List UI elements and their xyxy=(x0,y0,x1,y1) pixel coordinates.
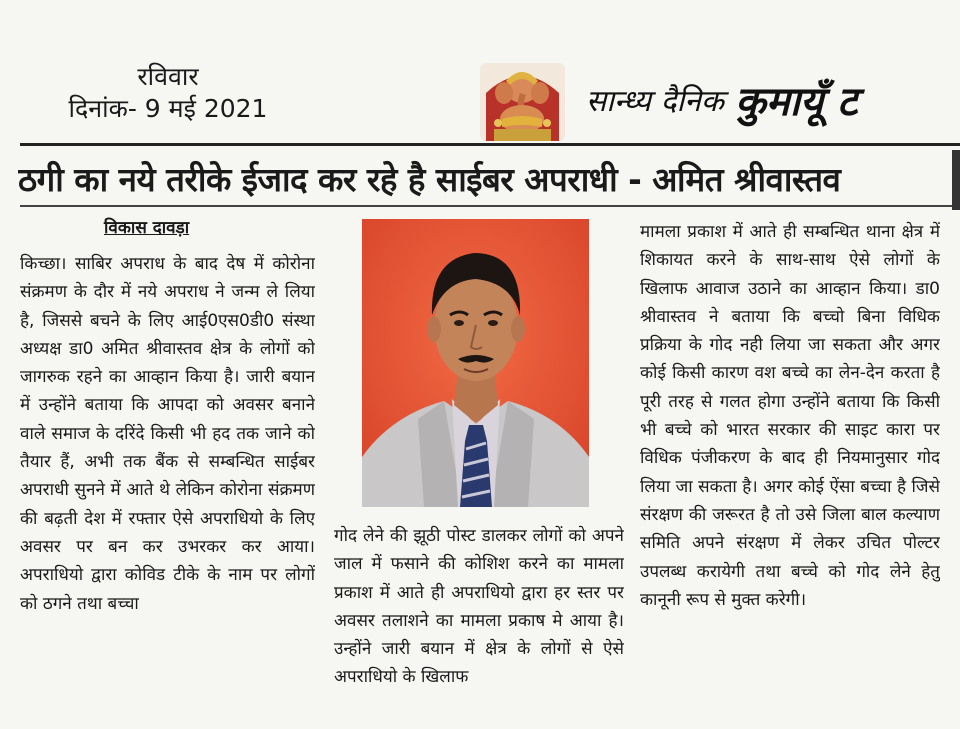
masthead-name: कुमायूँ ट xyxy=(735,79,858,125)
top-divider xyxy=(20,143,960,146)
article-column-2 xyxy=(334,522,624,722)
article-byline: विकास दावड़ा xyxy=(104,218,190,238)
date-block xyxy=(48,62,288,126)
newspaper-masthead xyxy=(586,72,857,127)
article-headline: ठगी का नये तरीके ईजाद कर रहे है साईबर अपराधी - अमित श्रीवास्तव xyxy=(18,160,841,199)
article-column-1 xyxy=(20,250,315,720)
headline-divider xyxy=(20,205,960,207)
issue-date: दिनांक- 9 मई 2021 xyxy=(68,94,268,123)
column-3-text: मामला प्रकाश में आते ही सम्बन्धित थाना क्षेत्र में शिकायत करने के साथ-साथ ऐसे लोगों के खिलाफ आवाज उठाने का आव्हान किया। डा0 श्रीवास्तव ने बताया कि बच्चो बिना विधिक प्रक्रिया के गोद नही लिया जा सकता और अगर कोई किसी कारण वश बच्चे का लेन-देन करता है पूरी तरह से गलत होगा उन्होंने बताया कि किसी भी बच्चे को भारत सरकार की साइट कारा पर विधिक पंजीकरण के बाद ही नियमानुसार गोद लिया जा सकता है। अगर कोई ऐंसा बच्चा है जिसे संरक्षण की जरूरत है तो उसे जिला बाल कल्याण समिति अपने संरक्षण में लेकर उचित पोल्टर उपलब्ध करायेगी तथा बच्चे को गोद लेने हेतु कानूनी रूप से मुक्त करेगी। xyxy=(640,222,940,610)
ganesha-idol-icon xyxy=(480,63,565,141)
adjacent-article-edge xyxy=(952,150,960,210)
portrait-photo xyxy=(362,219,589,507)
column-2-text: गोद लेने की झूठी पोस्ट डालकर लोगों को अपने जाल में फसाने की कोशिश करने का मामला प्रकाश में आते ही अपराधियो द्वारा हर स्तर पर अवसर तलाशने का मामला प्रकाष मे आया है। उन्होंने जारी बयान में क्षेत्र के लोगों से ऐसे अपराधियो के खिलाफ xyxy=(334,526,624,688)
masthead-prefix: सान्ध्य दैनिक xyxy=(586,84,724,119)
article-column-3 xyxy=(640,218,940,722)
issue-day: रविवार xyxy=(137,62,199,91)
column-1-text: किच्छा। साबिर अपराध के बाद देष में कोरोना संक्रमण के दौर में नये अपराध ने जन्म ले लिया है, जिससे बचने के लिए आई0एस0डी0 संस्था अध्यक्ष डा0 अमित श्रीवास्तव क्षेत्र के लोगों को जागरुक रहने का आव्हान किया है। जारी बयान में उन्होंने बताया कि आपदा को अवसर बनाने वाले समाज के दरिंदे किसी भी हद तक जाने को तैयार हैं, अभी तक बैंक से सम्बन्धित साईबर अपराधी सुनने में आते थे लेकिन कोरोना संक्रमण की बढ़ती देश में रफ्तार ऐसे अपराधियो के लिए अवसर पर बन कर उभरकर कर आया। अपराधियो द्वारा कोविड टीके के नाम पर लोगों को ठगने तथा बच्चा xyxy=(20,254,315,614)
